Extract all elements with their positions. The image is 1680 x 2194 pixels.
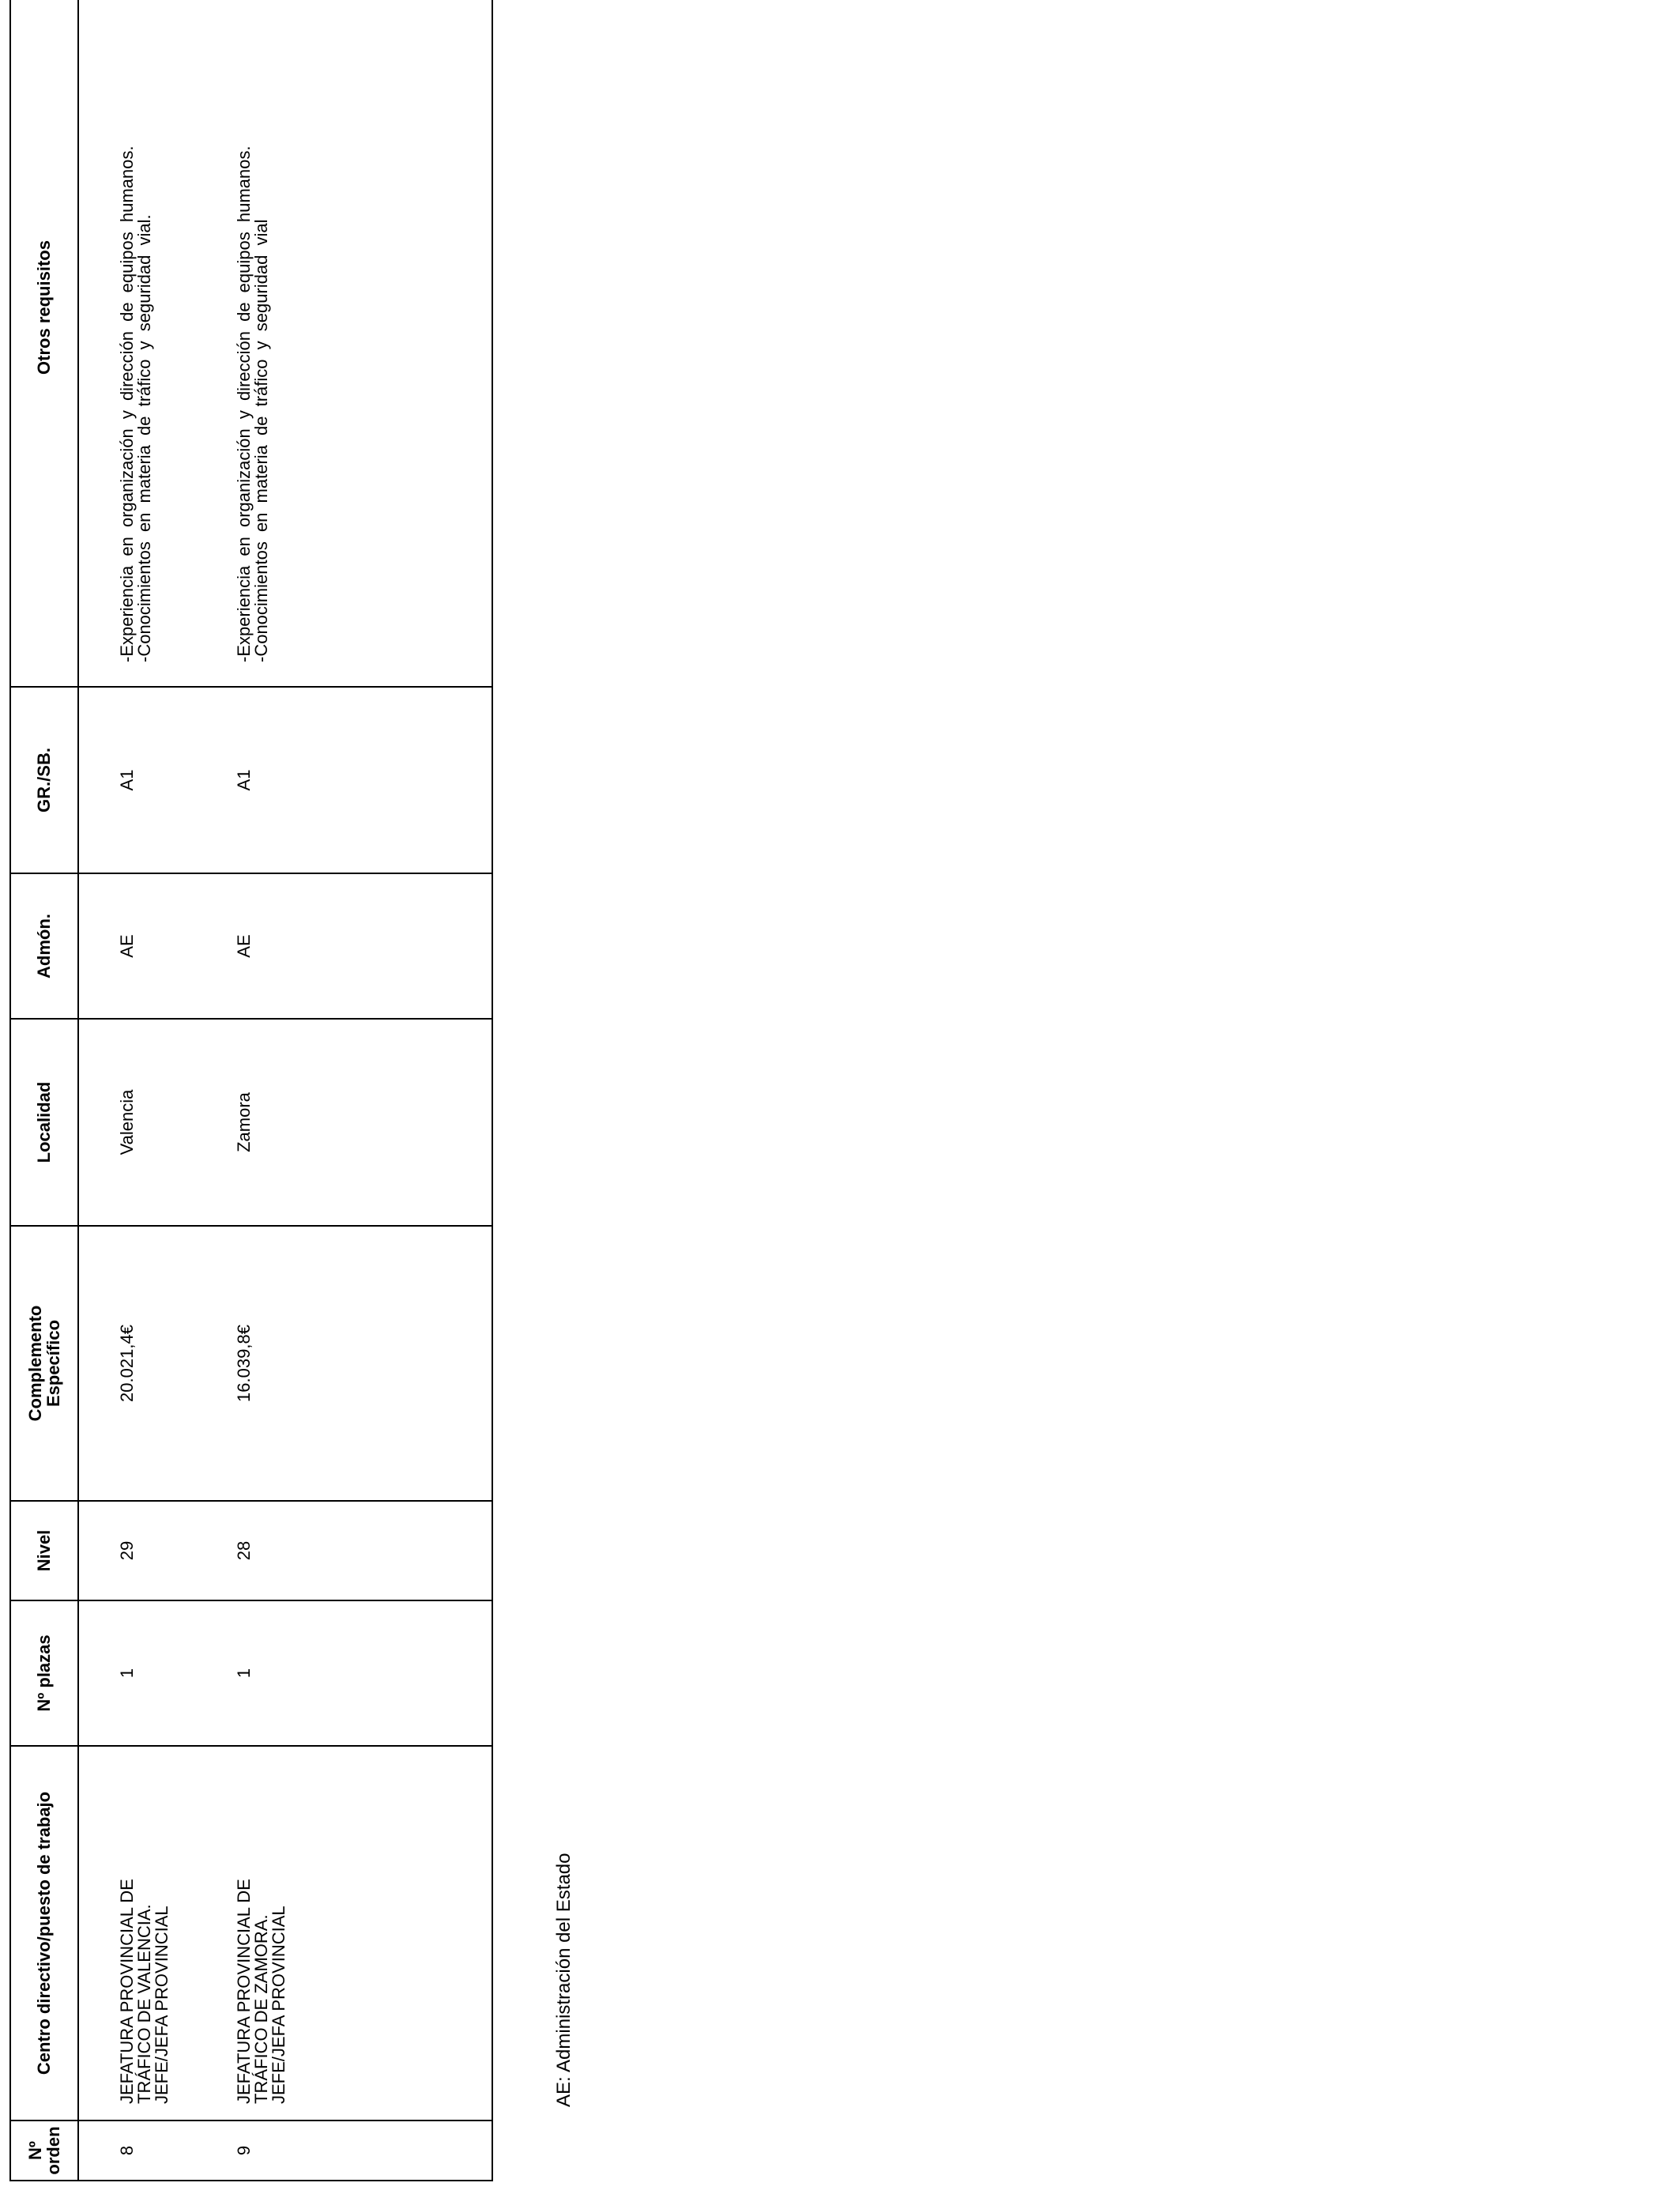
localidad-9: Zamora (234, 1092, 254, 1152)
centro-8-line3: JEFE/JEFA PROVINCIAL (152, 1906, 171, 2104)
otros-9-req2: -Conocimientos en materia de tráfico y seguridad vial (251, 219, 271, 662)
admon-9: AE (234, 934, 254, 958)
cell-complemento (78, 1226, 492, 1501)
header-centro: Centro directivo/puesto de trabajo (10, 1746, 78, 2120)
footnote: AE: Administración del Estado (553, 1853, 574, 2107)
header-otros: Otros requisitos (10, 0, 78, 687)
centro-8-line2: TRÁFICO DE VALENCIA. (134, 1904, 154, 2104)
centro-9-line3: JEFE/JEFA PROVINCIAL (269, 1906, 288, 2104)
centro-8 (119, 1747, 171, 2120)
cell-otros (78, 0, 492, 687)
complemento-9: 16.039,8€ (234, 1325, 254, 1402)
cell-orden (78, 2120, 492, 2181)
grsb-9: A1 (234, 769, 254, 791)
centro-9 (235, 1747, 288, 2120)
cell-centro (78, 1746, 492, 2120)
otros-9-req1: -Experiencia en organización y dirección de equipos humanos. (234, 145, 254, 662)
centro-9-line1: JEFATURA PROVINCIAL DE (234, 1879, 254, 2104)
nivel-8: 29 (117, 1540, 137, 1561)
otros-8 (119, 0, 153, 686)
body-row (78, 0, 492, 2181)
otros-8-req2: -Conocimientos en materia de tráfico y seguridad vial. (134, 214, 154, 662)
cell-localidad (78, 1019, 492, 1226)
otros-8-req1: -Experiencia en organización y dirección de equipos humanos. (117, 145, 137, 662)
header-row (10, 0, 78, 2181)
complemento-8: 20.021,4€ (117, 1325, 137, 1402)
header-plazas: Nº plazas (10, 1600, 78, 1746)
admon-8: AE (117, 934, 137, 958)
nivel-9: 28 (234, 1540, 254, 1561)
orden-8: 8 (117, 2145, 137, 2156)
orden-9: 9 (234, 2145, 254, 2156)
cell-nivel (78, 1501, 492, 1600)
cell-plazas (78, 1600, 492, 1746)
vacancy-table (9, 0, 493, 2181)
header-orden: Nº orden (10, 2120, 78, 2181)
grsb-8: A1 (117, 769, 137, 791)
cell-grsb (78, 687, 492, 873)
cell-admon (78, 873, 492, 1019)
header-localidad: Localidad (10, 1019, 78, 1226)
plazas-8: 1 (117, 1668, 137, 1679)
plazas-9: 1 (234, 1668, 254, 1679)
localidad-8: Valencia (117, 1089, 137, 1155)
header-complemento (10, 1226, 78, 1501)
header-admon: Admón. (10, 873, 78, 1019)
centro-9-line2: TRÁFICO DE ZAMORA. (251, 1914, 271, 2104)
otros-9 (235, 0, 270, 686)
header-nivel: Nivel (10, 1501, 78, 1600)
header-grsb: GR./SB. (10, 687, 78, 873)
centro-8-line1: JEFATURA PROVINCIAL DE (117, 1879, 137, 2104)
header-complemento-label: Complemento Específico (24, 1305, 63, 1422)
